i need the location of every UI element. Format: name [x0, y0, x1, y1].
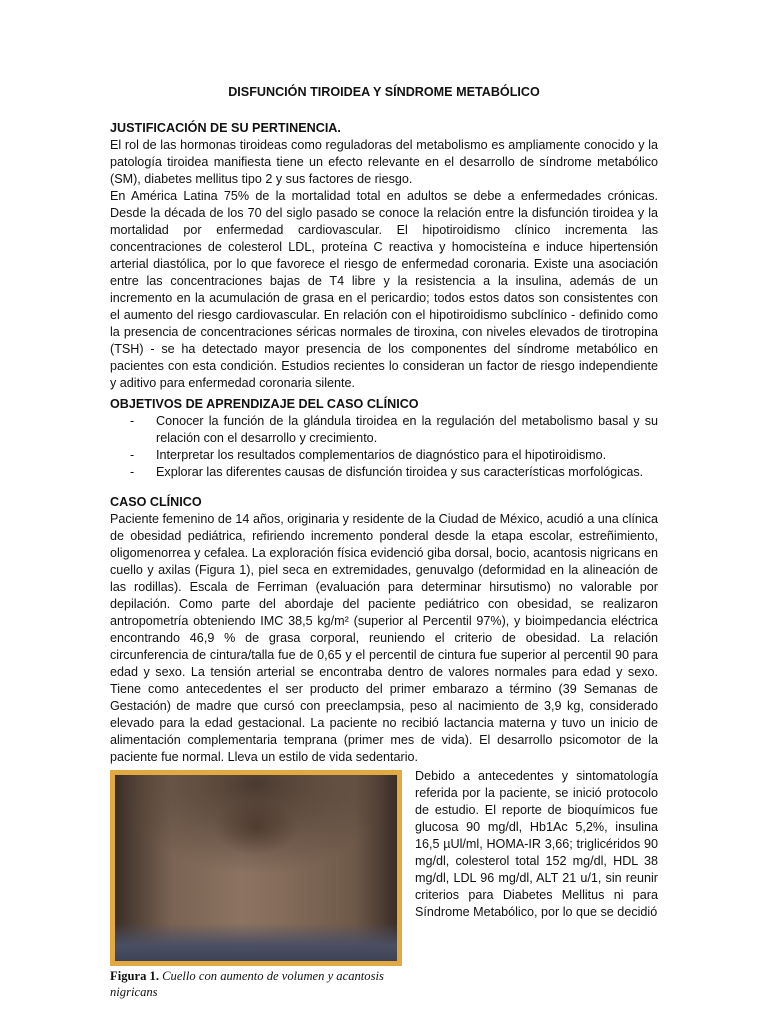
figure-caption-text: Cuello con aumento de volumen y acantosis nigricans — [110, 969, 384, 999]
justification-paragraph-1: El rol de las hormonas tiroideas como reguladoras del metabolismo es ampliamente conocido y la patología tiroidea manifiesta tiene un efecto relevante en el desarrollo de síndrome metabólico (SM), diabetes mellitus tipo 2 y sus factores de riesgo. — [110, 138, 658, 186]
objective-item: - Conocer la función de la glándula tiroidea en la regulación del metabolismo basal y su relación con el desarrollo y crecimiento. — [110, 413, 658, 447]
neck-photo — [115, 775, 397, 961]
lab-results-paragraph: Debido a antecedentes y sintomatología referida por la paciente, se inició protocolo de estudio. El reporte de bioquímicos fue glucosa 90 mg/dl, Hb1Ac 5,2%, insulina 16,5 µUl/ml, HOMA-IR 3,66; triglicéridos 90 mg/dl, colesterol total 152 mg/dl, HDL 38 mg/dl, LDL 96 mg/dl, ALT 21 u/1, sin reunir criterios para Diabetes Mellitus ni para Síndrome Metabólico, por lo que se decidió — [415, 769, 658, 919]
justification-heading: JUSTIFICACIÓN DE SU PERTINENCIA. — [110, 121, 341, 135]
objective-item: - Interpretar los resultados complementarios de diagnóstico para el hipotiroidismo. — [110, 447, 658, 464]
objectives-list — [110, 413, 658, 481]
figure-1-caption — [110, 968, 410, 1000]
case-heading: CASO CLÍNICO — [110, 495, 202, 509]
case-section — [110, 494, 658, 766]
justification-section — [110, 120, 658, 392]
figure-label: Figura 1. — [110, 969, 159, 983]
document-title: DISFUNCIÓN TIROIDEA Y SÍNDROME METABÓLICO — [228, 85, 540, 99]
objectives-heading: OBJETIVOS DE APRENDIZAJE DEL CASO CLÍNICO — [110, 397, 419, 411]
objective-item: - Explorar las diferentes causas de disfunción tiroidea y sus características morfológicas. — [110, 464, 658, 481]
objectives-section — [110, 396, 658, 481]
figure-1-frame — [110, 770, 402, 966]
document-page — [110, 0, 658, 1024]
case-body: Paciente femenino de 14 años, originaria y residente de la Ciudad de México, acudió a una clínica de obesidad pediátrica, refiriendo incremento ponderal desde la etapa escolar, estreñimiento, oligomenorrea y cefalea. La exploración física evidenció giba dorsal, bocio, acantosis nigricans en cuello y axilas (Figura 1), piel seca en extremidades, genuvalgo (deformidad en la alineación de las rodillas). Escala de Ferriman (evaluación para determinar hirsutismo) no valorable por depilación. Como parte del abordaje del paciente pediátrico con obesidad, se realizaron antropometría obteniendo IMC 38,5 kg/m² (superior al Percentil 97%), y bioimpedancia eléctrica encontrando 46,9 % de grasa corporal, reuniendo el criterio de obesidad. La relación circunferencia de cintura/talla fue de 0,65 y el percentil de cintura fue superior al percentil 90 para edad y sexo. La tensión arterial se encontraba dentro de valores normales para edad y sexo. Tiene como antecedentes el ser producto del primer embarazo a término (39 Semanas de Gestación) de madre que cursó con preeclampsia, peso al nacimiento de 3,9 kg, considerado elevado para la edad gestacional. La paciente no recibió lactancia materna y tuvo un inicio de alimentación complementaria temprana (primer mes de vida). El desarrollo psicomotor de la paciente fue normal. Lleva un estilo de vida sedentario. — [110, 512, 658, 764]
justification-paragraph-2: En América Latina 75% de la mortalidad total en adultos se debe a enfermedades crónicas. Desde la década de los 70 del siglo pasado se conoce la relación entre la disfunción tiroidea y la mortalidad por enfermedad cardiovascular. El hipotiroidismo clínico incrementa las concentraciones de colesterol LDL, proteína C reactiva y homocisteína e induce hipertensión arterial diastólica, por lo que favorece el riesgo de enfermedad coronaria. Existe una asociación entre las concentraciones bajas de T4 libre y la resistencia a la insulina, además de un incremento en la acumulación de grasa en el pericardio; todos estos datos son consistentes con el aumento del riesgo cardiovascular. En relación con el hipotiroidismo subclínico - definido como la presencia de concentraciones séricas normales de tiroxina, con niveles elevados de tirotropina (TSH) - se ha detectado mayor presencia de los componentes del síndrome metabólico en pacientes con esta condición. Estudios recientes lo consideran un factor de riesgo independiente y aditivo para enfermedad coronaria silente. — [110, 189, 658, 390]
